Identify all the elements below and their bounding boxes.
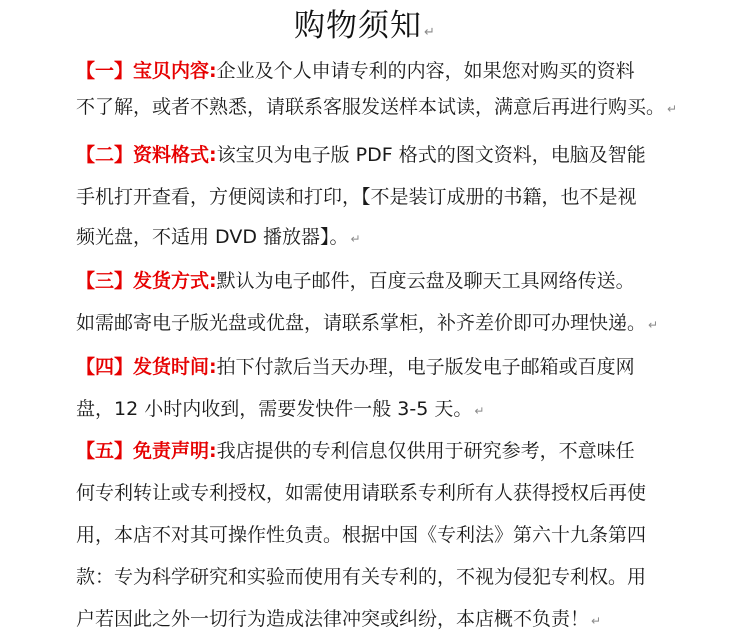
section-4-text: 盘，12 小时内收到，需要发快件一般 3-5 天。 (76, 398, 473, 420)
section-2-text: 频光盘，不适用 DVD 播放器】。 (76, 226, 349, 248)
paragraph-mark-icon: ↵ (591, 614, 602, 628)
section-2-line-1 (76, 140, 716, 170)
section-4-text: 拍下付款后当天办理，电子版发电子邮箱或百度网 (216, 356, 635, 378)
section-5-line-1 (76, 436, 716, 466)
section-5-text: 何专利转让或专利授权，如需使用请联系专利所有人获得授权后再使 (76, 482, 647, 504)
section-4-label: 【四】发货时间: (76, 356, 217, 378)
section-5-text: 户若因此之外一切行为造成法律冲突或纠纷，本店概不负责！ (76, 608, 590, 630)
section-5-line-4 (76, 562, 716, 592)
section-4-line-1 (76, 352, 716, 382)
section-5-text: 用，本店不对其可操作性负责。根据中国《专利法》第六十九条第四 (76, 524, 647, 546)
section-1-text: 不了解，或者不熟悉，请联系客服发送样本试读，满意后再进行购买。 (76, 96, 666, 118)
section-1-line-1 (76, 56, 716, 86)
title-text: 购物须知 (294, 8, 423, 44)
section-5-text: 我店提供的专利信息仅供用于研究参考，不意味任 (216, 440, 635, 462)
section-2-line-3 (76, 222, 716, 254)
section-3-text: 如需邮寄电子版光盘或优盘，请联系掌柜，补齐差价即可办理快递。 (76, 312, 647, 334)
section-5-line-3 (76, 520, 716, 550)
section-1-line-2 (76, 92, 716, 124)
section-2-label: 【二】资料格式: (76, 144, 217, 166)
section-5-line-2 (76, 478, 716, 508)
paragraph-mark-icon: ↵ (648, 318, 659, 332)
paragraph-mark-icon: ↵ (474, 404, 485, 418)
document-title (0, 6, 730, 53)
section-1-label: 【一】宝贝内容: (76, 60, 217, 82)
section-2-text: 该宝贝为电子版 PDF 格式的图文资料，电脑及智能 (216, 144, 646, 166)
paragraph-mark-icon: ↵ (424, 25, 436, 40)
section-1-text: 企业及个人申请专利的内容，如果您对购买的资料 (216, 60, 635, 82)
section-2-line-2 (76, 182, 716, 212)
section-5-label: 【五】免责声明: (76, 440, 217, 462)
section-3-text: 默认为电子邮件，百度云盘及聊天工具网络传送。 (216, 270, 635, 292)
section-5-line-5 (76, 604, 716, 636)
section-5-text: 款：专为科学研究和实验而使用有关专利的，不视为侵犯专利权。用 (76, 566, 647, 588)
section-3-line-2 (76, 308, 716, 340)
paragraph-mark-icon: ↵ (667, 102, 678, 116)
section-2-text: 手机打开查看，方便阅读和打印，【不是装订成册的书籍，也不是视 (76, 186, 637, 208)
paragraph-mark-icon: ↵ (350, 232, 361, 246)
section-4-line-2 (76, 394, 716, 426)
section-3-line-1 (76, 266, 716, 296)
section-3-label: 【三】发货方式: (76, 270, 217, 292)
